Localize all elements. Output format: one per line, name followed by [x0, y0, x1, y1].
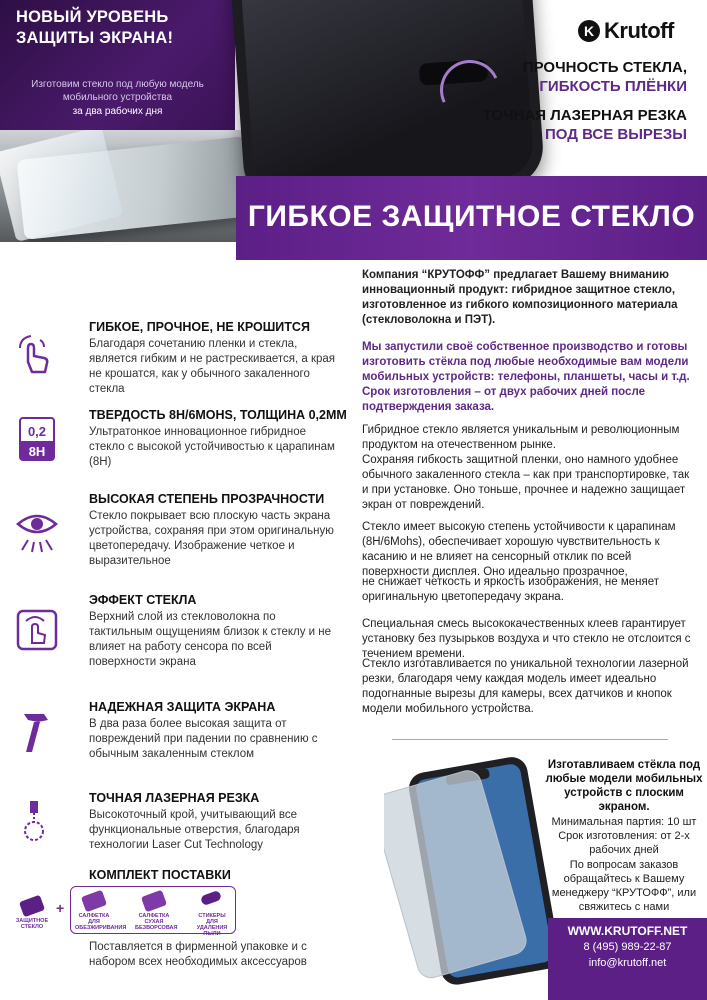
touch-hand-icon	[14, 332, 60, 378]
feature-text: Ультратонкое инновационное гибридное стекло с высокой устойчивостью к царапинам (8H)	[89, 426, 335, 468]
logo-mark-icon: K	[578, 20, 600, 42]
claim-strength	[523, 58, 687, 96]
main-banner	[236, 176, 707, 260]
claim-laser	[483, 106, 687, 144]
kit-item-label: СТИКЕРЫ ДЛЯ УДАЛЕНИЯ ПЫЛИ	[196, 913, 228, 937]
feature-transparency	[0, 492, 340, 572]
eye-icon	[14, 508, 60, 554]
film-photo	[0, 130, 262, 242]
promo-heading: Изготавливаем стёкла под любые модели мобильных устройств с плоским экраном.	[545, 759, 703, 813]
feature-text: Стекло покрывает всю плоскую часть экрана устройства, сохраняя при этом оригинальную цветопередачу. Изображение четкое и выразительное	[89, 510, 334, 567]
badge-thickness: 0,2	[27, 424, 47, 439]
website-link[interactable]: WWW.KRUTOFF.NET	[567, 924, 688, 938]
hammer-icon	[14, 708, 60, 754]
kit-item-label: САЛФЕТКА СУХАЯ БЕЗВОРСОВАЯ	[135, 913, 178, 931]
body-paragraph-3b: не снижает четкость и яркость изображения, не меняет оригинальную цветопередачу экрана.	[362, 576, 659, 603]
kit-item-label: ЗАЩИТНОЕ СТЕКЛО	[15, 918, 49, 930]
hero-subtitle-line2: мобильного устройства	[62, 92, 173, 103]
feature-title: ТОЧНАЯ ЛАЗЕРНАЯ РЕЗКА	[89, 791, 260, 805]
feature-glass-effect	[0, 593, 340, 668]
plus-icon: +	[56, 900, 65, 916]
contact-box	[548, 918, 707, 1000]
brand-logo	[578, 18, 674, 44]
feature-text: Верхний слой из стекловолокна по тактильным ощущениям близок к стеклу и не влияет на работу сенсора по всей поверхности экрана	[89, 611, 332, 668]
feature-flexible	[0, 320, 340, 395]
kit-text: Поставляется в фирменной упаковке и с набором всех необходимых аксессуаров	[89, 941, 307, 968]
production-paragraph: Мы запустили своё собственное производство и готовы изготовить стёкла под любые необходимые вам модели мобильных устройств: телефоны, планшеты, часы и т.д. Срок изготовления – от двух рабочих дней после подтверждения заказа.	[362, 341, 690, 413]
claim-laser-line2: ПОД ВСЕ ВЫРЕЗЫ	[545, 126, 687, 143]
email-link[interactable]: info@krutoff.net	[588, 957, 667, 969]
wipe-icon	[81, 890, 107, 913]
feature-protection	[0, 700, 340, 765]
feature-title: ЭФФЕКТ СТЕКЛА	[89, 593, 197, 607]
kit-item-wipe-dry	[135, 891, 178, 931]
kit-title: КОМПЛЕКТ ПОСТАВКИ	[89, 868, 231, 882]
feature-title: ВЫСОКАЯ СТЕПЕНЬ ПРОЗРАЧНОСТИ	[89, 492, 325, 506]
feature-title: ГИБКОЕ, ПРОЧНОЕ, НЕ КРОШИТСЯ	[89, 320, 310, 334]
kit-item-label: САЛФЕТКА ДЛЯ ОБЕЗЖИРИВАНИЯ	[75, 913, 127, 931]
divider	[392, 739, 668, 740]
hero-title-line1: НОВЫЙ УРОВЕНЬ	[16, 8, 169, 26]
hero-title-line2: ЗАЩИТЫ ЭКРАНА!	[16, 29, 174, 47]
phone-number[interactable]: 8 (495) 989-22-87	[583, 941, 672, 953]
body-paragraph-3: Стекло имеет высокую степень устойчивости к царапинам (8H/6Mohs), обеспечивает хорошую чувствительность к касанию и не влияет на сенсорный отклик по всей поверхности дисплея. Оно идеально прозрачное,	[362, 521, 676, 578]
glass-icon	[19, 895, 45, 918]
hero-subtitle-line1: Изготовим стекло под любую модель	[31, 79, 204, 90]
kit-item-stickers	[193, 891, 231, 937]
body-paragraph-2: Сохраняя гибкость защитной пленки, оно намного удобнее обычного закаленного стекла – как при транспортировке, так и при установке. Оно тоньше, прочнее и надежно защищает экран от повреждений.	[362, 454, 690, 511]
wipe-icon	[141, 890, 167, 913]
kit-accessories-box	[70, 886, 236, 937]
claim-strength-line2: ГИБКОСТЬ ПЛЁНКИ	[539, 78, 687, 95]
feature-text: В два раза более высокая защита от повреждений при падении по сравнению с обычным закаленным стеклом	[89, 718, 318, 760]
feature-laser	[0, 791, 340, 856]
promo-contact-note: По вопросам заказов обращайтесь к Вашему менеджеру “КРУТОФФ”, или свяжитесь с нами	[551, 859, 697, 913]
feature-text: Благодаря сочетанию пленки и стекла, является гибким и не растрескивается, а края не крошатся, как у обычного закаленного стекла	[89, 338, 335, 395]
body-paragraph-4: Специальная смесь высококачественных клеев гарантирует установку без пузырьков воздуха и что стекло не отслоится с течением времени.	[362, 618, 691, 660]
kit-item-glass	[10, 894, 54, 934]
main-banner-title: ГИБКОЕ ЗАЩИТНОЕ СТЕКЛО	[247, 200, 696, 233]
badge-hardness: 8H	[28, 444, 46, 459]
body-paragraph-1: Гибридное стекло является уникальным и революционным продуктом на отечественном рынке.	[362, 424, 680, 451]
feature-hardness	[0, 408, 347, 468]
feature-title: НАДЕЖНАЯ ЗАЩИТА ЭКРАНА	[89, 700, 276, 714]
phone-photo	[231, 0, 546, 205]
laser-icon	[14, 799, 60, 845]
promo-min-batch: Минимальная партия: 10 шт	[551, 816, 697, 828]
hero-days: за два рабочих дня	[72, 106, 163, 117]
feature-text: Высокоточный крой, учитывающий все функциональные отверстия, благодаря технологии Laser Cut Technology	[89, 809, 300, 851]
claim-laser-line1: ТОЧНАЯ ЛАЗЕРНАЯ РЕЗКА	[482, 107, 687, 124]
hero-subtitle	[0, 78, 235, 104]
logo-text: Krutoff	[604, 18, 674, 43]
screen-touch-icon	[14, 607, 60, 653]
promo-phone-image	[384, 756, 554, 986]
hero-banner	[0, 0, 235, 130]
intro-paragraph: Компания “КРУТОФФ” предлагает Вашему вниманию инновационный продукт: гибридное защитное стекло, изготовленное из гибкого композиционного материала (стекловолокна и ПЭТ).	[362, 269, 678, 326]
claim-strength-line1: ПРОЧНОСТЬ СТЕКЛА,	[522, 59, 687, 76]
promo-term: Срок изготовления: от 2-х рабочих дней	[558, 830, 690, 856]
kit-item-wipe-degrease	[75, 891, 127, 931]
hero-title	[16, 7, 173, 49]
hardness-badge-icon	[14, 416, 60, 462]
body-paragraph-5: Стекло изготавливается по уникальной технологии лазерной резки, благодаря чему каждая модель имеет идеально подогнанные вырезы для камеры, всех датчиков и кнопок модели мобильного устройства.	[362, 658, 689, 715]
feature-title: ТВЕРДОСТЬ 8H/6MOHS, ТОЛЩИНА 0,2ММ	[89, 408, 347, 422]
sticker-icon	[200, 890, 222, 906]
